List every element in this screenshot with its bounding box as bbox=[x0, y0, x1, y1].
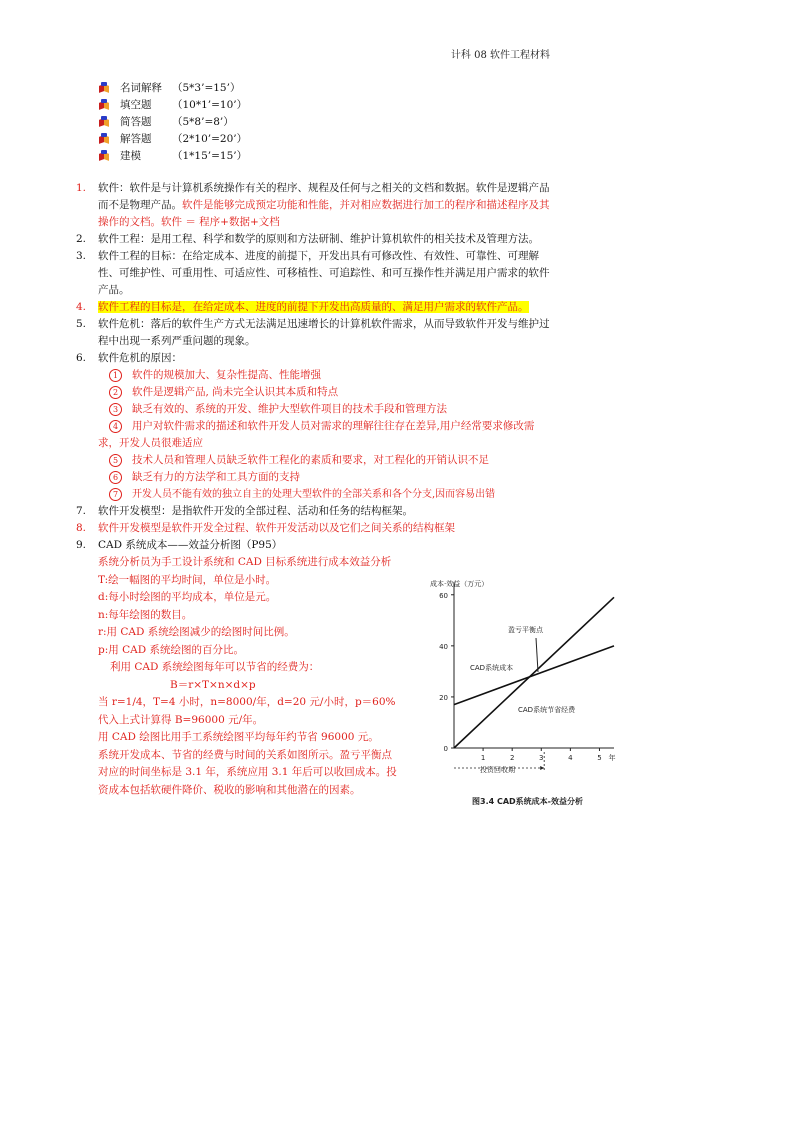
item-text-red: 软件是能够完成预定功能和性能，并对相应数据进行加工的程序和描述程序及其操作的文档。软件 ＝ 程序+数据+文档 bbox=[98, 199, 550, 228]
item-text-highlighted: 软件工程的目标是，在给定成本、进度的前提下开发出高质量的、满足用户需求的软件产品。 bbox=[98, 301, 529, 313]
cause-item bbox=[76, 367, 554, 384]
x-tick-label: 4 bbox=[568, 754, 573, 762]
item-cad-analysis bbox=[76, 537, 554, 554]
bullet-icon bbox=[98, 116, 112, 128]
y-tick-label: 0 bbox=[443, 745, 448, 753]
cause-item bbox=[76, 469, 554, 486]
item-crisis-causes bbox=[76, 350, 554, 367]
circled-number: 2 bbox=[109, 386, 122, 399]
item-dev-model-summary bbox=[76, 520, 554, 537]
cause-text: 缺乏有力的方法学和工具方面的支持 bbox=[132, 471, 300, 483]
circled-number: 6 bbox=[109, 471, 122, 484]
item-se-goals bbox=[76, 248, 554, 299]
cause-item bbox=[76, 452, 554, 469]
y-axis-label: 成本·效益（万元） bbox=[430, 580, 489, 588]
question-type-name: 名词解释 bbox=[120, 82, 162, 94]
circled-number: 3 bbox=[109, 403, 122, 416]
circled-number: 5 bbox=[109, 454, 122, 467]
item-text: 软件危机：落后的软件生产方式无法满足迅速增长的计算机软件需求，从而导致软件开发与维护过程中出现一系列严重问题的现象。 bbox=[98, 318, 550, 347]
question-type-name: 填空题 bbox=[120, 99, 152, 111]
series-label-cost: CAD系统成本 bbox=[470, 664, 514, 672]
bullet-icon bbox=[98, 82, 112, 94]
series-label-savings: CAD系统节省经费 bbox=[518, 706, 576, 714]
cad-line: 当 r=1/4，T=4 小时，n=8000/年，d=20 元/小时，p＝60% bbox=[98, 696, 396, 708]
bullet-icon bbox=[98, 133, 112, 145]
item-text: CAD 系统成本——效益分析图（P95） bbox=[98, 539, 283, 551]
payback-arrowhead bbox=[540, 766, 544, 770]
question-type-score: （2*10’=20’） bbox=[172, 133, 248, 145]
cad-line: p:用 CAD 系统绘图的百分比。 bbox=[98, 643, 244, 656]
cad-line: 代入上式计算得 B=96000 元/年。 bbox=[98, 713, 264, 726]
item-text: 软件工程的目标：在给定成本、进度的前提下，开发出具有可修改性、有效性、可靠性、可理解性、可维护性、可重用性、可适应性、可移植性、可追踪性、和可互操作性并满足用户需求的软件产品。 bbox=[98, 250, 550, 296]
item-dev-model bbox=[76, 503, 554, 520]
x-tick-label: 1 bbox=[480, 754, 486, 762]
item-se-goals-summary bbox=[76, 299, 554, 316]
item-text: 软件工程：是用工程、科学和数学的原则和方法研制、维护计算机软件的相关技术及管理方法。 bbox=[98, 233, 539, 245]
page-header: 计科 08 软件工程材料 bbox=[450, 50, 550, 61]
cause-item bbox=[76, 384, 554, 401]
cad-line: d:每小时绘图的平均成本，单位是元。 bbox=[98, 591, 277, 603]
payback-label: 投资回收期 bbox=[480, 766, 515, 774]
series-lines bbox=[454, 597, 614, 748]
item-number: 6. bbox=[76, 352, 87, 364]
question-type-score: （5*3’=15’） bbox=[172, 82, 241, 94]
bullet-icon bbox=[98, 99, 112, 111]
question-type-score: （10*1’=10’） bbox=[172, 99, 248, 111]
cause-item bbox=[76, 418, 554, 452]
chart-caption: 图3.4 CAD系统成本-效益分析 bbox=[472, 797, 583, 806]
item-number: 7. bbox=[76, 505, 87, 517]
cad-line: 用 CAD 绘图比用手工系统绘图平均每年约节省 96000 元。 bbox=[98, 731, 379, 743]
question-type-name: 建模 bbox=[120, 150, 141, 162]
cause-text: 技术人员和管理人员缺乏软件工程化的素质和要求，对工程化的开销认识不足 bbox=[132, 454, 489, 466]
y-tick-label: 40 bbox=[439, 642, 448, 651]
cad-line: 系统开发成本、节省的经费与时间的关系如图所示。盈亏平衡点 bbox=[98, 748, 392, 761]
item-software-engineering bbox=[76, 231, 554, 248]
cause-text: 软件是逻辑产品, 尚未完全认识其本质和特点 bbox=[132, 386, 339, 398]
y-tick-label: 20 bbox=[439, 693, 448, 702]
item-text: 软件：软件是与计算机系统操作有关的程序、规程及任何与之相关的文档和数据。软件是逻辑产品而不是物理产品。 bbox=[98, 182, 550, 211]
cad-analysis-text bbox=[76, 554, 428, 799]
cad-line: 系统分析员为手工设计系统和 CAD 目标系统进行成本效益分析 bbox=[98, 556, 392, 568]
cad-line: 资成本包括软硬件降价、税收的影响和其他潜在的因素。 bbox=[98, 783, 361, 796]
x-tick-label: 5 bbox=[597, 754, 602, 762]
x-ticks bbox=[481, 748, 616, 762]
series-line-cost bbox=[454, 646, 614, 705]
question-type-score: （1*15’=15’） bbox=[172, 150, 248, 162]
question-type-row bbox=[98, 147, 247, 164]
item-software bbox=[76, 180, 554, 231]
item-number: 8. bbox=[76, 522, 87, 534]
item-text: 软件危机的原因： bbox=[98, 352, 182, 364]
cause-item bbox=[76, 486, 554, 503]
question-type-list bbox=[98, 79, 247, 164]
cad-line: n:每年绘图的数目。 bbox=[98, 608, 193, 621]
item-number: 3. bbox=[76, 250, 87, 262]
item-number: 2. bbox=[76, 233, 87, 245]
breakeven-label: 盈亏平衡点 bbox=[508, 626, 543, 634]
question-type-row bbox=[98, 96, 247, 113]
question-type-score: （5*8’=8’） bbox=[172, 116, 234, 128]
question-type-row bbox=[98, 130, 247, 147]
chart-svg bbox=[428, 572, 618, 812]
item-number: 1. bbox=[76, 182, 87, 194]
x-tick-label: 3 bbox=[539, 754, 544, 762]
item-software-crisis bbox=[76, 316, 554, 350]
cad-line: 利用 CAD 系统绘图每年可以节省的经费为： bbox=[110, 661, 320, 673]
cause-item bbox=[76, 401, 554, 418]
cause-text: 缺乏有效的、系统的开发、维护大型软件项目的技术手段和管理方法 bbox=[132, 403, 447, 415]
item-text-red: 软件开发模型是软件开发全过程、软件开发活动以及它们之间关系的结构框架 bbox=[98, 522, 455, 534]
item-number: 4. bbox=[76, 301, 87, 313]
series-line-savings bbox=[454, 597, 614, 748]
y-tick-label: 60 bbox=[439, 591, 448, 600]
x-tick-label: 年 bbox=[608, 754, 616, 762]
question-type-row bbox=[98, 79, 247, 96]
circled-number: 7 bbox=[109, 488, 122, 501]
cad-line: r:用 CAD 系统绘图减少的绘图时间比例。 bbox=[98, 626, 295, 638]
circled-number: 4 bbox=[109, 420, 122, 433]
cad-line: 对应的时间坐标是 3.1 年，系统应用 3.1 年后可以收回成本。投 bbox=[98, 766, 397, 778]
question-type-name: 简答题 bbox=[120, 116, 152, 128]
item-text: 软件开发模型：是指软件开发的全部过程、活动和任务的结构框架。 bbox=[98, 505, 413, 517]
cause-text: 开发人员不能有效的独立自主的处理大型软件的全部关系和各个分支,因而容易出错 bbox=[132, 489, 496, 500]
cost-benefit-chart bbox=[428, 572, 618, 812]
cause-text: 软件的规模加大、复杂性提高、性能增强 bbox=[132, 369, 321, 381]
cause-text: 用户对软件需求的描述和软件开发人员对需求的理解往往存在差异,用户经常要求修改需求，开发人员很难适应 bbox=[98, 420, 535, 449]
item-number: 5. bbox=[76, 318, 87, 330]
item-number: 9. bbox=[76, 539, 87, 551]
question-type-row bbox=[98, 113, 247, 130]
breakeven-pointer bbox=[536, 638, 538, 672]
cad-line: T:绘一幅图的平均时间，单位是小时。 bbox=[98, 573, 277, 586]
x-tick-label: 2 bbox=[509, 754, 515, 762]
circled-number: 1 bbox=[109, 369, 122, 382]
cad-formula: B＝r×T×n×d×p bbox=[170, 678, 256, 691]
question-type-name: 解答题 bbox=[120, 133, 152, 145]
bullet-icon bbox=[98, 150, 112, 162]
y-ticks bbox=[439, 592, 454, 753]
